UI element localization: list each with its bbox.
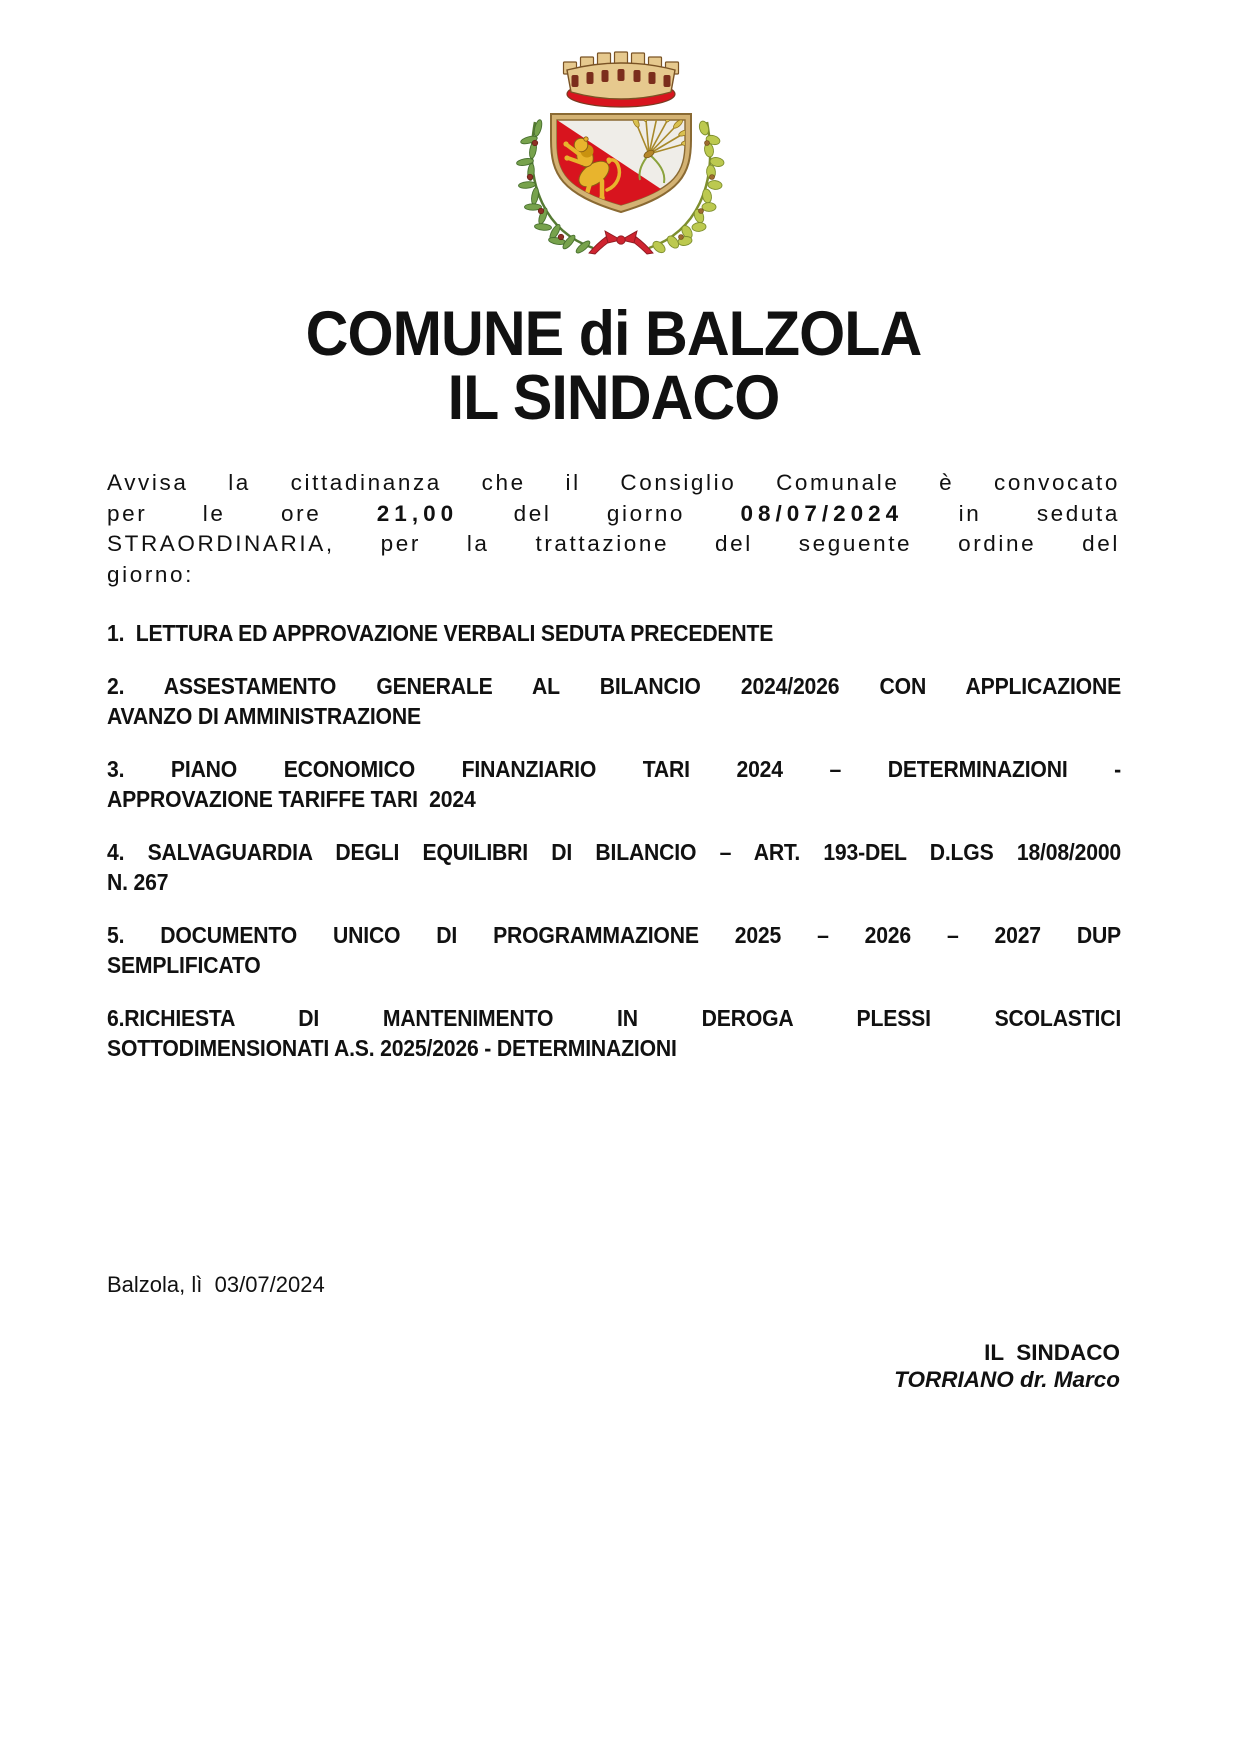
- agenda-item-5-line-2: SEMPLIFICATO: [107, 952, 261, 978]
- page-subtitle: IL SINDACO: [447, 363, 780, 433]
- agenda-item-4-line-2: N. 267: [107, 869, 169, 895]
- agenda-item-6-line-1: 6.RICHIESTA DI MANTENIMENTO IN DEROGA PLESSI SCOLASTICI: [107, 1005, 1122, 1031]
- agenda-item-6-line-2: SOTTODIMENSIONATI A.S. 2025/2026 - DETERMINAZIONI: [107, 1035, 677, 1061]
- agenda-item-2-line-2: AVANZO DI AMMINISTRAZIONE: [107, 703, 421, 729]
- announcement-line-2-mid: del giorno: [513, 500, 686, 526]
- signature-block: [107, 1339, 1120, 1393]
- announcement-line-4: giorno:: [107, 561, 194, 587]
- announcement-line-3: STRAORDINARIA, per la trattazione del seguente ordine del: [107, 531, 1120, 556]
- agenda-item-6: [107, 1003, 1208, 1063]
- heraldic-shield: [551, 107, 693, 212]
- signature-name: TORRIANO dr. Marco: [894, 1367, 1120, 1392]
- agenda-item-3: [107, 754, 1208, 814]
- announcement-line-2-pre: per le ore: [107, 500, 322, 526]
- coat-of-arms-emblem: [489, 44, 753, 256]
- page-title: COMUNE di BALZOLA: [305, 299, 922, 369]
- signature-role: IL SINDACO: [984, 1340, 1120, 1365]
- agenda-item-3-line-2: APPROVAZIONE TARIFFE TARI 2024: [107, 786, 476, 812]
- agenda-item-5: [107, 920, 1208, 980]
- ribbon-bow: [589, 231, 653, 254]
- agenda-item-4: [107, 837, 1208, 897]
- agenda-item-2: [107, 671, 1208, 731]
- place-and-date: Balzola, lì 03/07/2024: [107, 1272, 325, 1297]
- announcement-line-2: [107, 499, 1120, 530]
- agenda-item-4-line-1: 4. SALVAGUARDIA DEGLI EQUILIBRI DI BILANCIO – ART. 193-DEL D.LGS 18/08/2000: [107, 839, 1122, 865]
- agenda-item-1: [107, 618, 1208, 648]
- agenda-item-2-line-1: 2. ASSESTAMENTO GENERALE AL BILANCIO 2024/2026 CON APPLICAZIONE: [107, 673, 1122, 699]
- agenda-item-5-line-1: 5. DOCUMENTO UNICO DI PROGRAMMAZIONE 2025 – 2026 – 2027 DUP: [107, 922, 1122, 948]
- meeting-date: 08/07/2024: [740, 500, 904, 526]
- mural-crown: [563, 52, 678, 107]
- agenda-list: [107, 618, 1208, 1086]
- announcement-line-2-post: in seduta: [958, 500, 1120, 526]
- announcement-paragraph: [107, 468, 1120, 590]
- meeting-time: 21,00: [376, 500, 459, 526]
- agenda-item-3-line-1: 3. PIANO ECONOMICO FINANZIARIO TARI 2024 – DETERMINAZIONI -: [107, 756, 1122, 782]
- announcement-line-1: Avvisa la cittadinanza che il Consiglio Comunale è convocato: [107, 470, 1120, 495]
- agenda-item-1-line-1: 1. LETTURA ED APPROVAZIONE VERBALI SEDUTA PRECEDENTE: [107, 620, 774, 646]
- document-title-block: [137, 299, 1089, 433]
